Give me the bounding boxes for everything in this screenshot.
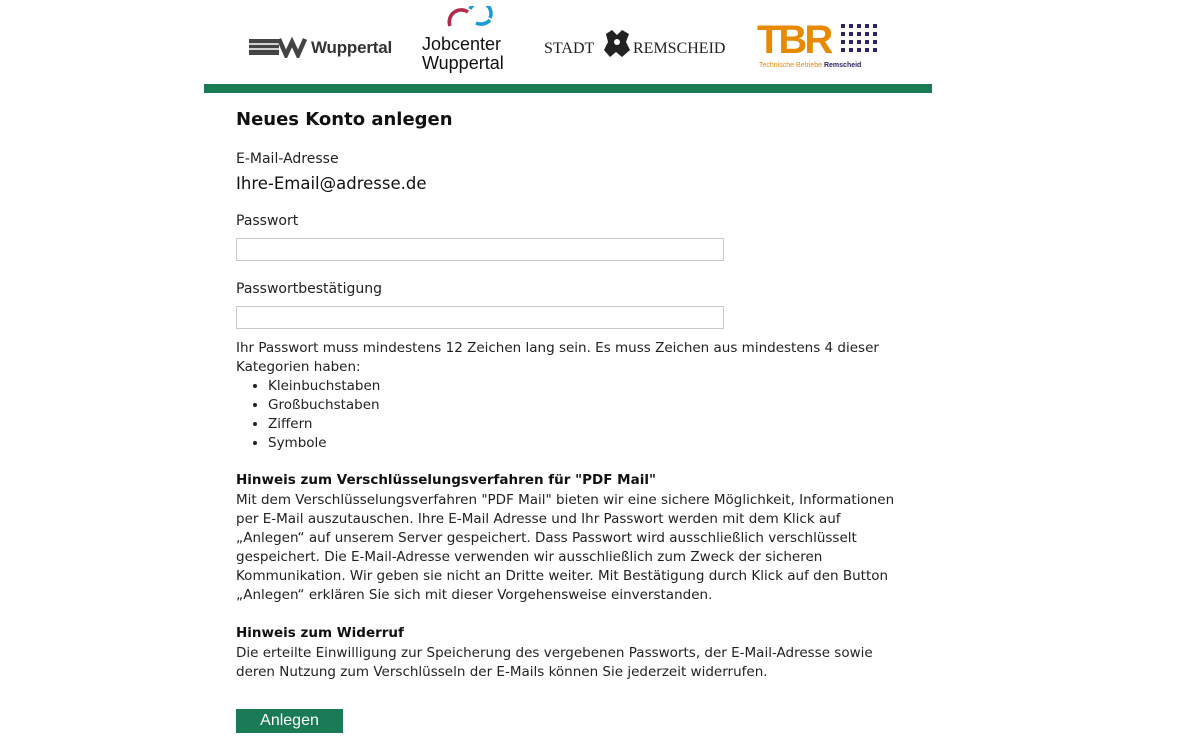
email-value: Ihre-Email@adresse.de <box>236 174 427 193</box>
password-confirm-label: Passwortbestätigung <box>236 281 383 297</box>
encryption-hint-title: Hinweis zum Verschlüsselungsverfahren für "PDF Mail" <box>236 472 657 488</box>
remscheid-logo: STADT REMSCHEID <box>544 28 744 62</box>
email-label: E-Mail-Adresse <box>236 151 339 167</box>
revoke-hint-title: Hinweis zum Widerruf <box>236 625 404 641</box>
tbr-mark-icon <box>757 20 882 62</box>
wuppertal-logo: Wuppertal <box>249 34 399 62</box>
tbr-tagline: Technische Betriebe Remscheid <box>759 62 862 69</box>
submit-button[interactable]: Anlegen <box>236 709 343 733</box>
revoke-hint-text: Die erteilte Einwilligung zur Speicherung des vergebenen Passworts, der E-Mail-Adresse sowie deren Nutzung zum Verschlüsseln der E-Mails können Sie jederzeit widerrufen. <box>236 645 873 680</box>
password-confirm-input[interactable] <box>236 306 724 329</box>
header-divider-bar <box>204 84 932 93</box>
encryption-hint-text: Mit dem Verschlüsselungsverfahren "PDF Mail" bieten wir eine sichere Möglichkeit, Informationen per E-Mail auszutauschen. Ihre E-Mail Adresse und Ihr Passwort werden mit dem Klick auf „Anlegen“ auf unserem Server gespeichert. Dass Passwort wird ausschließlich verschlüsselt gespeichert. Die E-Mail-Adresse verwenden wir ausschließlich zum Zweck der sicheren Kommunikation. Wir geben sie nicht an Dritte weiter. Mit Bestätigung durch Klick auf den Button „Anlegen“ erklären Sie sich mit dieser Vorgehensweise einverstanden. <box>236 492 895 603</box>
password-rule-text: Ihr Passwort muss mindestens 12 Zeichen lang sein. Es muss Zeichen aus mindestens 4 dieser Kategorien haben: <box>236 340 879 375</box>
password-label: Passwort <box>236 213 299 229</box>
page-title: Neues Konto anlegen <box>236 109 453 130</box>
list-item: • Großbuchstaben <box>268 396 380 415</box>
list-item: • Symbole <box>268 434 380 453</box>
wuppertal-wave-icon <box>249 36 309 58</box>
remscheid-crest-icon <box>602 28 632 60</box>
jobcenter-logo: Jobcenter Wuppertal <box>418 6 518 74</box>
tbr-logo <box>757 20 887 74</box>
header-logos <box>204 0 932 94</box>
list-item: • Ziffern <box>268 415 380 434</box>
password-category-list <box>236 377 380 453</box>
list-item: • Kleinbuchstaben <box>268 377 380 396</box>
tbr-letters: TBR <box>757 20 831 62</box>
jobcenter-arc-icon <box>446 6 494 34</box>
password-input[interactable] <box>236 238 724 261</box>
